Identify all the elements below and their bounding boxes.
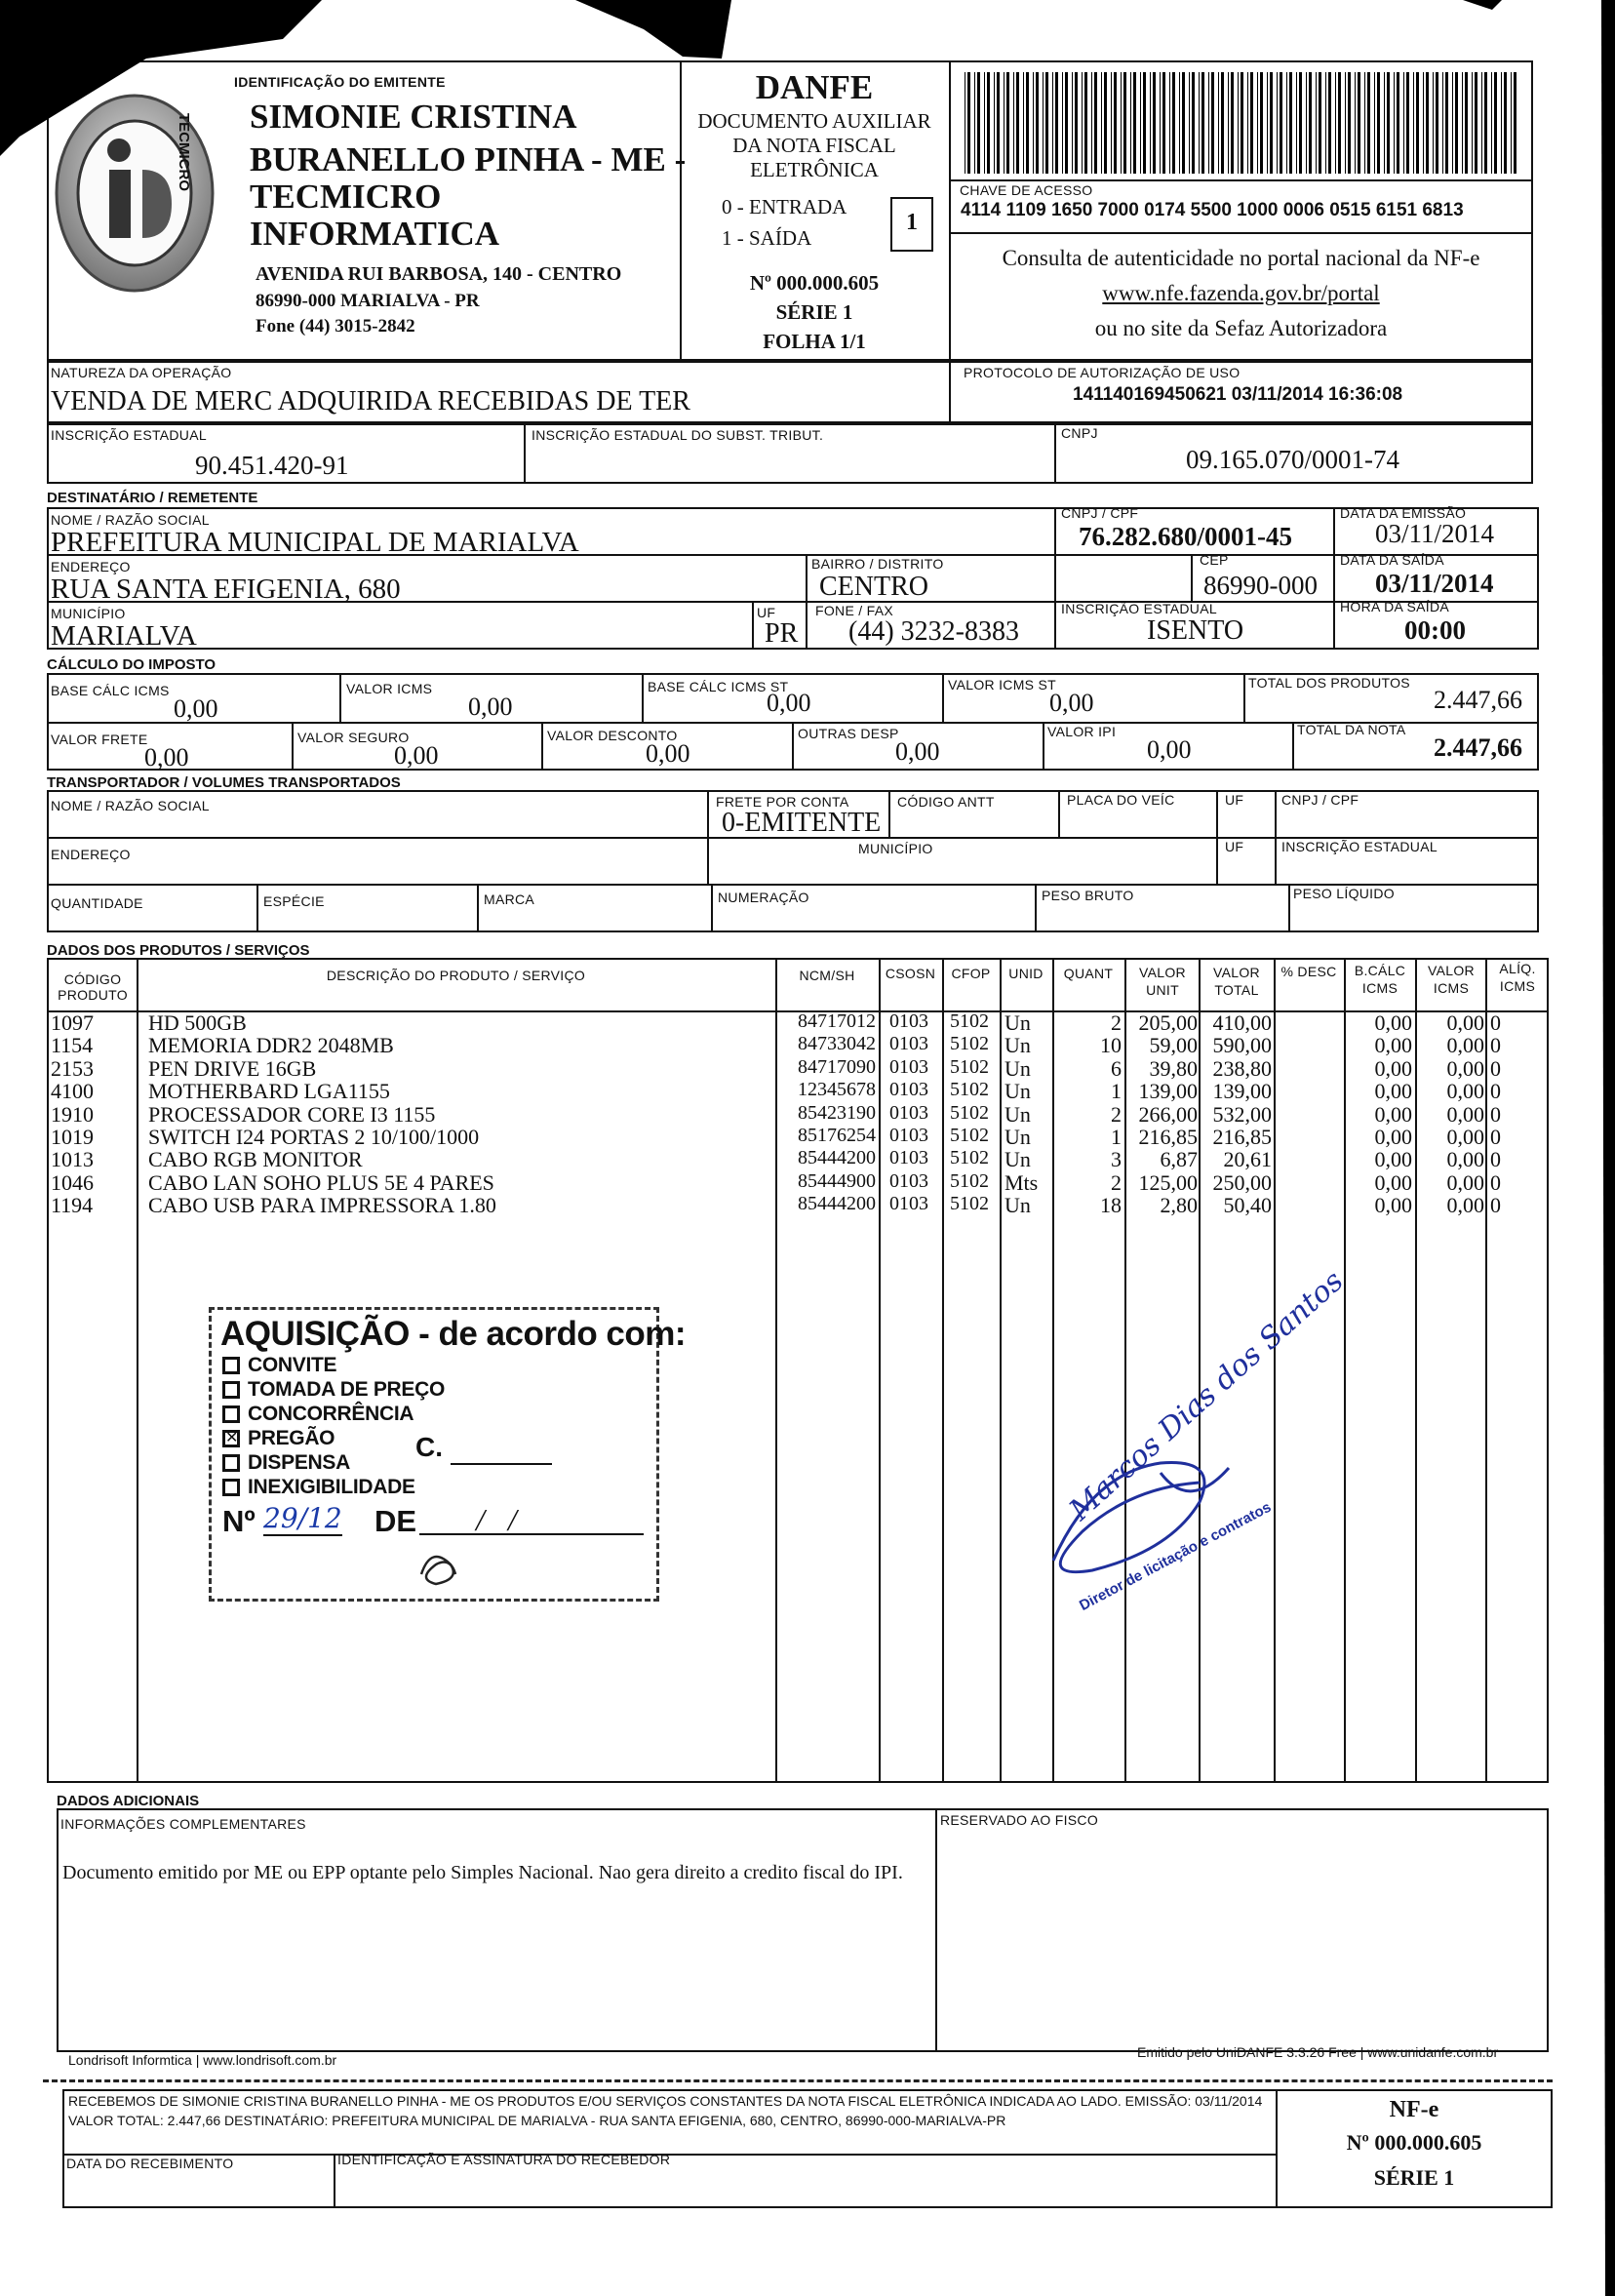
cell-unid: Mts <box>1004 1169 1039 1195</box>
cell-valor-icms: 0,00 <box>1446 1079 1484 1104</box>
cell-quant: 2 <box>1111 1169 1122 1195</box>
cell-csosn: 0103 <box>889 1079 928 1101</box>
danfe-subtitle3: ELETRÔNICA <box>750 158 879 181</box>
cell-valor-unit: 6,87 <box>1160 1147 1198 1172</box>
cell-codigo: 1154 <box>51 1033 94 1058</box>
dest-bairro-label: BAIRRO / DISTRITO <box>811 556 944 572</box>
logo-text: TECMICRO <box>176 113 192 191</box>
cell-unid: Un <box>1004 1193 1031 1218</box>
transp-placa-label: PLACA DO VEÍC <box>1067 792 1175 808</box>
danfe-title: DANFE <box>755 68 874 106</box>
emitente-name-line4: INFORMATICA <box>250 215 500 253</box>
col-desc: % DESC <box>1280 964 1337 979</box>
transp-cnpj-label: CNPJ / CPF <box>1281 792 1359 808</box>
cell-csosn: 0103 <box>889 1010 928 1032</box>
cell-cfop: 5102 <box>950 1169 989 1192</box>
cell-csosn: 0103 <box>889 1055 928 1078</box>
cell-cfop: 5102 <box>950 1079 989 1101</box>
total-prod-label: TOTAL DOS PRODUTOS <box>1248 675 1410 691</box>
ie-st-label: INSCRIÇÃO ESTADUAL DO SUBST. TRIBUT. <box>532 427 824 443</box>
cell-valor-unit: 2,80 <box>1160 1193 1198 1218</box>
cell-valor-total: 238,80 <box>1212 1055 1272 1081</box>
cell-valor-icms: 0,00 <box>1446 1125 1484 1149</box>
valor-icms-value: 0,00 <box>468 693 513 721</box>
ie-label: INSCRIÇÃO ESTADUAL <box>51 427 207 443</box>
transp-peso-bruto-label: PESO BRUTO <box>1042 888 1134 903</box>
natureza-label: NATUREZA DA OPERAÇÃO <box>51 365 232 380</box>
cell-quant: 18 <box>1100 1193 1122 1218</box>
dest-saida-label: DATA DA SAÍDA <box>1340 552 1444 568</box>
cell-valor-unit: 266,00 <box>1138 1101 1198 1127</box>
footer-right: Emitido pelo UniDANFE 3.3.26 Free | www.unidanfe.com.br <box>1137 2044 1499 2060</box>
cell-codigo: 1013 <box>51 1147 94 1172</box>
emitente-cnpj-label: CNPJ <box>1061 425 1098 441</box>
cell-valor-total: 410,00 <box>1212 1010 1272 1035</box>
frete-label: VALOR FRETE <box>51 732 148 747</box>
cell-codigo: 4100 <box>51 1079 94 1104</box>
danfe-entrada: 0 - ENTRADA <box>722 195 847 218</box>
cell-quant: 3 <box>1111 1147 1122 1172</box>
protocolo-label: PROTOCOLO DE AUTORIZAÇÃO DE USO <box>964 365 1241 380</box>
cell-aliq: 0 <box>1490 1033 1501 1058</box>
stamp-option-label: CONVITE <box>248 1354 337 1376</box>
chave-label: CHAVE DE ACESSO <box>960 182 1093 198</box>
stamp-date-sep: / / <box>476 1502 517 1537</box>
cell-csosn: 0103 <box>889 1125 928 1146</box>
cell-valor-unit: 125,00 <box>1138 1169 1198 1195</box>
col-valor-icms: VALOR ICMS <box>1428 963 1475 996</box>
cell-csosn: 0103 <box>889 1147 928 1169</box>
cell-aliq: 0 <box>1490 1010 1501 1035</box>
base-icms-value: 0,00 <box>174 694 218 723</box>
total-nota-label: TOTAL DA NOTA <box>1297 722 1406 737</box>
cell-valor-total: 250,00 <box>1212 1169 1272 1195</box>
valor-icms-label: VALOR ICMS <box>346 681 433 696</box>
col-valor-unit: VALOR UNIT <box>1139 965 1186 998</box>
cell-valor-unit: 59,00 <box>1149 1033 1198 1058</box>
cell-cfop: 5102 <box>950 1033 989 1055</box>
stamp-title: AQUISIÇÃO - de acordo com: <box>220 1315 687 1353</box>
footer-left: Londrisoft Informtica | www.londrisoft.com.br <box>68 2052 337 2068</box>
valor-st-value: 0,00 <box>1049 689 1094 717</box>
canhoto-text: RECEBEMOS DE SIMONIE CRISTINA BURANELLO PINHA - ME OS PRODUTOS E/OU SERVIÇOS CONSTANTES DA NOTA FISCAL ELETRÔNICA INDICADA AO LADO. EMISSÃO: 03/11/2014 VALOR TOTAL: 2.447,66 DESTINATÁRIO: PREFEITURA MUNICIPAL DE MARIALVA - RUA SANTA EFIGENIA, 680, CENTRO, 86990-000-MARIALVA-PR <box>68 2093 1263 2128</box>
cell-quant: 2 <box>1111 1101 1122 1127</box>
dest-saida-value: 03/11/2014 <box>1375 569 1494 598</box>
emitente-section-label: IDENTIFICAÇÃO DO EMITENTE <box>234 74 446 90</box>
canhoto-serie: SÉRIE 1 <box>1373 2165 1455 2190</box>
base-st-value: 0,00 <box>767 689 811 717</box>
cell-valor-icms: 0,00 <box>1446 1169 1484 1195</box>
transp-antt-label: CÓDIGO ANTT <box>897 794 995 810</box>
col-unid: UNID <box>1008 966 1044 981</box>
cell-bcalc: 0,00 <box>1374 1169 1412 1195</box>
fisco-label: RESERVADO AO FISCO <box>940 1812 1099 1828</box>
cell-valor-total: 139,00 <box>1212 1079 1272 1104</box>
cell-ncm: 85176254 <box>798 1125 876 1146</box>
cell-codigo: 1910 <box>51 1101 94 1127</box>
col-valor-total: VALOR TOTAL <box>1213 965 1260 998</box>
cell-descricao: PEN DRIVE 16GB <box>148 1055 317 1081</box>
stamp-de-label: DE <box>374 1504 417 1538</box>
danfe-subtitle1: DOCUMENTO AUXILIAR <box>697 109 931 133</box>
transp-ie-label: INSCRIÇÃO ESTADUAL <box>1281 839 1438 854</box>
emitente-name-line1: SIMONIE CRISTINA <box>250 98 577 136</box>
dest-hora-value: 00:00 <box>1404 615 1466 645</box>
cell-bcalc: 0,00 <box>1374 1010 1412 1035</box>
cell-unid: Un <box>1004 1010 1031 1035</box>
cell-valor-icms: 0,00 <box>1446 1055 1484 1081</box>
cell-valor-total: 590,00 <box>1212 1033 1272 1058</box>
transp-uf-label: UF <box>1225 792 1244 808</box>
cell-codigo: 2153 <box>51 1055 94 1081</box>
dest-cep-value: 86990-000 <box>1203 571 1318 600</box>
stamp-numero-value: 29/12 <box>263 1502 342 1534</box>
checkbox-checked[interactable]: ✕ <box>222 1430 240 1447</box>
chave-value: 4114 1109 1650 7000 0174 5500 1000 0006 0515 6151 6813 <box>961 200 1464 220</box>
cell-ncm: 84733042 <box>798 1033 876 1055</box>
adicionais-section: DADOS ADICIONAIS <box>57 1793 200 1809</box>
stamp-option-label: TOMADA DE PREÇO <box>248 1378 446 1401</box>
dest-hora-label: HORA DA SAÍDA <box>1340 599 1450 614</box>
valor-st-label: VALOR ICMS ST <box>948 677 1056 693</box>
consulta-line1: Consulta de autenticidade no portal nacional da NF-e <box>1002 246 1480 270</box>
col-csosn: CSOSN <box>885 966 936 981</box>
cell-quant: 2 <box>1111 1010 1122 1035</box>
dest-uf-value: PR <box>765 618 799 649</box>
transp-frete-value: 0-EMITENTE <box>722 808 882 838</box>
cell-quant: 10 <box>1100 1033 1122 1058</box>
cell-unid: Un <box>1004 1055 1031 1081</box>
cell-descricao: PROCESSADOR CORE I3 1155 <box>148 1101 436 1127</box>
cell-cfop: 5102 <box>950 1101 989 1124</box>
cell-csosn: 0103 <box>889 1101 928 1124</box>
cell-cfop: 5102 <box>950 1125 989 1146</box>
imposto-section: CÁLCULO DO IMPOSTO <box>47 656 217 673</box>
cell-quant: 1 <box>1111 1125 1122 1149</box>
ipi-value: 0,00 <box>1147 735 1192 764</box>
danfe-serie: SÉRIE 1 <box>775 300 853 324</box>
frete-value: 0,00 <box>144 743 189 772</box>
cell-quant: 6 <box>1111 1055 1122 1081</box>
info-label: INFORMAÇÕES COMPLEMENTARES <box>60 1816 306 1832</box>
emitente-name-line3: TECMICRO <box>250 178 442 216</box>
signature-name: Marcos Dias dos Santos <box>1063 1263 1351 1528</box>
cell-unid: Un <box>1004 1147 1031 1172</box>
seguro-value: 0,00 <box>394 741 439 770</box>
transp-nome-label: NOME / RAZÃO SOCIAL <box>51 798 210 813</box>
cell-valor-unit: 39,80 <box>1149 1055 1198 1081</box>
dest-cep-label: CEP <box>1200 552 1229 568</box>
base-icms-label: BASE CÁLC ICMS <box>51 683 170 698</box>
cell-csosn: 0103 <box>889 1169 928 1192</box>
total-nota-value: 2.447,66 <box>1434 733 1522 762</box>
col-bcalc: B.CÁLC ICMS <box>1354 963 1406 996</box>
natureza-value: VENDA DE MERC ADQUIRIDA RECEBIDAS DE TER <box>51 386 690 416</box>
transp-especie-label: ESPÉCIE <box>263 893 325 909</box>
cell-ncm: 12345678 <box>798 1079 876 1101</box>
dest-ie-value: ISENTO <box>1147 615 1244 646</box>
transp-uf2-label: UF <box>1225 839 1244 854</box>
cell-bcalc: 0,00 <box>1374 1033 1412 1058</box>
total-prod-value: 2.447,66 <box>1434 686 1522 714</box>
cell-valor-total: 216,85 <box>1212 1125 1272 1149</box>
col-ncm: NCM/SH <box>799 968 855 983</box>
stamp-option-label: DISPENSA <box>248 1451 350 1474</box>
cell-codigo: 1097 <box>51 1010 94 1035</box>
info-text: Documento emitido por ME ou EPP optante pelo Simples Nacional. Nao gera direito a credito fiscal do IPI. <box>62 1862 903 1883</box>
cell-bcalc: 0,00 <box>1374 1193 1412 1218</box>
canhoto-assinatura-label: IDENTIFICAÇÃO E ASSINATURA DO RECEBEDOR <box>337 2152 671 2167</box>
cell-valor-icms: 0,00 <box>1446 1193 1484 1218</box>
cell-cfop: 5102 <box>950 1193 989 1215</box>
emitente-name-line2: BURANELLO PINHA - ME - <box>250 140 687 178</box>
cell-csosn: 0103 <box>889 1033 928 1055</box>
cell-ncm: 84717012 <box>798 1010 876 1032</box>
dest-ie-label: INSCRIÇÃO ESTADUAL <box>1061 601 1217 616</box>
emitente-cnpj-value: 09.165.070/0001-74 <box>1186 445 1399 474</box>
transportador-section: TRANSPORTADOR / VOLUMES TRANSPORTADOS <box>47 774 401 791</box>
cell-ncm: 85423190 <box>798 1101 876 1124</box>
outras-value: 0,00 <box>895 737 940 766</box>
outras-label: OUTRAS DESP <box>798 726 899 741</box>
transp-marca-label: MARCA <box>484 891 535 907</box>
cell-descricao: MOTHERBARD LGA1155 <box>148 1079 390 1104</box>
cell-aliq: 0 <box>1490 1101 1501 1127</box>
cell-unid: Un <box>1004 1125 1031 1149</box>
cell-cfop: 5102 <box>950 1010 989 1032</box>
col-descricao: DESCRIÇÃO DO PRODUTO / SERVIÇO <box>326 968 586 983</box>
transp-endereco-label: ENDEREÇO <box>51 847 131 862</box>
cell-bcalc: 0,00 <box>1374 1079 1412 1104</box>
dest-nome-label: NOME / RAZÃO SOCIAL <box>51 512 210 528</box>
cell-cfop: 5102 <box>950 1147 989 1169</box>
dest-fone-value: (44) 3232-8383 <box>848 616 1019 647</box>
cell-ncm: 85444200 <box>798 1147 876 1169</box>
dest-emissao-label: DATA DA EMISSÃO <box>1340 505 1467 521</box>
canhoto-data-label: DATA DO RECEBIMENTO <box>66 2156 234 2171</box>
cell-descricao: CABO LAN SOHO PLUS 5E 4 PARES <box>148 1169 494 1195</box>
emitente-address1: AVENIDA RUI BARBOSA, 140 - CENTRO <box>256 263 622 285</box>
cell-bcalc: 0,00 <box>1374 1101 1412 1127</box>
cell-valor-icms: 0,00 <box>1446 1101 1484 1127</box>
cell-codigo: 1194 <box>51 1193 94 1218</box>
emitente-address2: 86990-000 MARIALVA - PR <box>256 291 480 311</box>
cell-valor-icms: 0,00 <box>1446 1033 1484 1058</box>
cell-valor-icms: 0,00 <box>1446 1010 1484 1035</box>
desconto-value: 0,00 <box>646 739 690 768</box>
ipi-label: VALOR IPI <box>1047 724 1117 739</box>
consulta-url[interactable]: www.nfe.fazenda.gov.br/portal <box>1102 281 1380 305</box>
cell-ncm: 85444200 <box>798 1193 876 1215</box>
cell-aliq: 0 <box>1490 1125 1501 1149</box>
destinatario-section: DESTINATÁRIO / REMETENTE <box>47 490 258 506</box>
dest-cnpj-value: 76.282.680/0001-45 <box>1079 522 1292 551</box>
col-quant: QUANT <box>1063 966 1114 981</box>
transp-frete-label: FRETE POR CONTA <box>716 794 849 810</box>
cell-aliq: 0 <box>1490 1055 1501 1081</box>
cell-cfop: 5102 <box>950 1055 989 1078</box>
desconto-label: VALOR DESCONTO <box>547 728 678 743</box>
stamp-option-label: INEXIGIBILIDADE <box>248 1476 415 1498</box>
transp-quantidade-label: QUANTIDADE <box>51 895 143 911</box>
dest-endereco-label: ENDEREÇO <box>51 559 131 574</box>
cell-aliq: 0 <box>1490 1079 1501 1104</box>
dest-uf-label: UF <box>757 605 776 620</box>
transp-municipio-label: MUNICÍPIO <box>858 841 933 856</box>
cell-bcalc: 0,00 <box>1374 1147 1412 1172</box>
consulta-line3: ou no site da Sefaz Autorizadora <box>1094 316 1388 340</box>
danfe-tipo: 1 <box>906 210 918 235</box>
signature-role: Diretor de licitação e contratos <box>1077 1498 1275 1615</box>
cell-ncm: 84717090 <box>798 1055 876 1078</box>
protocolo-value: 141140169450621 03/11/2014 16:36:08 <box>1073 384 1403 405</box>
cell-unid: Un <box>1004 1101 1031 1127</box>
transp-peso-liquido-label: PESO LÍQUIDO <box>1293 886 1395 901</box>
cell-descricao: HD 500GB <box>148 1010 247 1035</box>
stamp-option-label: CONCORRÊNCIA <box>248 1403 414 1425</box>
cell-codigo: 1019 <box>51 1125 94 1149</box>
col-cfop: CFOP <box>951 966 991 981</box>
danfe-subtitle2: DA NOTA FISCAL <box>732 134 896 157</box>
dest-municipio-label: MUNICÍPIO <box>51 606 126 621</box>
dest-cnpj-label: CNPJ / CPF <box>1061 505 1139 521</box>
cell-valor-total: 50,40 <box>1223 1193 1272 1218</box>
cell-valor-unit: 216,85 <box>1138 1125 1198 1149</box>
cell-valor-unit: 139,00 <box>1138 1079 1198 1104</box>
cell-descricao: MEMORIA DDR2 2048MB <box>148 1033 394 1058</box>
cell-bcalc: 0,00 <box>1374 1055 1412 1081</box>
stamp-option-label: PREGÃO <box>248 1427 335 1449</box>
cell-csosn: 0103 <box>889 1193 928 1215</box>
cell-codigo: 1046 <box>51 1169 94 1195</box>
cell-valor-total: 532,00 <box>1212 1101 1272 1127</box>
cell-ncm: 85444900 <box>798 1169 876 1192</box>
canhoto-nfe-label: NF-e <box>1389 2097 1439 2122</box>
col-aliq: ALÍQ. ICMS <box>1499 961 1536 994</box>
danfe-numero: Nº 000.000.605 <box>749 271 880 295</box>
ie-value: 90.451.420-91 <box>195 451 349 480</box>
cell-valor-unit: 205,00 <box>1138 1010 1198 1035</box>
cell-valor-total: 20,61 <box>1223 1147 1272 1172</box>
cell-valor-icms: 0,00 <box>1446 1147 1484 1172</box>
seguro-label: VALOR SEGURO <box>297 730 410 745</box>
stamp-numero-label: Nº <box>222 1504 256 1538</box>
cell-unid: Un <box>1004 1033 1031 1058</box>
cell-aliq: 0 <box>1490 1147 1501 1172</box>
col-codigo: CÓDIGO PRODUTO <box>58 971 128 1003</box>
produtos-section: DADOS DOS PRODUTOS / SERVIÇOS <box>47 942 310 959</box>
cell-descricao: CABO USB PARA IMPRESSORA 1.80 <box>148 1193 496 1218</box>
cell-aliq: 0 <box>1490 1169 1501 1195</box>
base-st-label: BASE CÁLC ICMS ST <box>648 679 789 694</box>
danfe-folha: FOLHA 1/1 <box>763 330 866 353</box>
dest-endereco-value: RUA SANTA EFIGENIA, 680 <box>51 574 401 605</box>
danfe-saida: 1 - SAÍDA <box>722 226 812 250</box>
canhoto-numero: Nº 000.000.605 <box>1346 2130 1482 2155</box>
cell-unid: Un <box>1004 1079 1031 1104</box>
dest-nome-value: PREFEITURA MUNICIPAL DE MARIALVA <box>51 527 579 558</box>
stamp-c-label: C. <box>415 1432 443 1462</box>
emitente-phone: Fone (44) 3015-2842 <box>256 316 415 336</box>
dest-bairro-value: CENTRO <box>819 572 928 602</box>
transp-numeracao-label: NUMERAÇÃO <box>718 890 809 905</box>
dest-municipio-value: MARIALVA <box>51 620 197 652</box>
cell-bcalc: 0,00 <box>1374 1125 1412 1149</box>
dest-emissao-value: 03/11/2014 <box>1375 519 1495 548</box>
cell-quant: 1 <box>1111 1079 1122 1104</box>
dest-fone-label: FONE / FAX <box>815 603 894 618</box>
cell-aliq: 0 <box>1490 1193 1501 1218</box>
cell-descricao: SWITCH I24 PORTAS 2 10/100/1000 <box>148 1125 480 1149</box>
cell-descricao: CABO RGB MONITOR <box>148 1147 363 1172</box>
